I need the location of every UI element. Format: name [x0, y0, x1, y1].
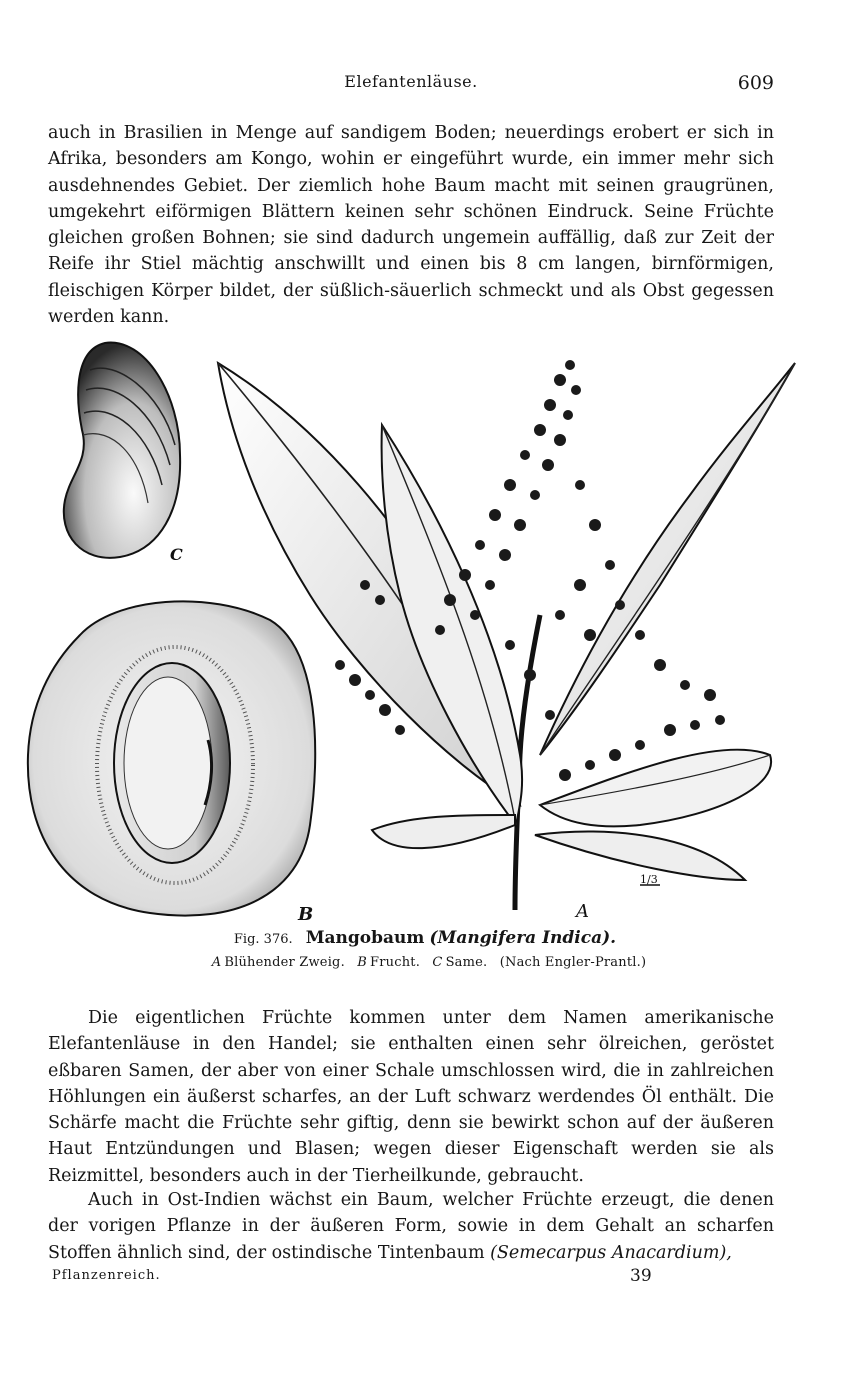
legend-text-b: Frucht.: [370, 955, 421, 970]
scale-mark: 1/3: [640, 873, 658, 886]
footer-signature: 39: [630, 1266, 652, 1286]
figure-legend: [0, 955, 850, 970]
page-footer: [52, 1268, 652, 1292]
mango-illustration: [20, 335, 810, 930]
paragraph-top: auch in Brasilien in Menge auf sandigem Boden; neuerdings erobert er sich in Afrika, besonders am Kongo, wohin er eingeführt wurde, ein immer mehr sich ausdehnendes Gebiet. Der ziemlich hohe Baum macht mit seinen graugrünen, umgekehrt eiförmigen Blättern keinen sehr schönen Eindruck. Seine Früchte gleichen großen Bohnen; sie sind dadurch ungemein auffällig, daß zur Zeit der Reife ihr Stiel mächtig anschwillt und einen bis 8 cm langen, birnförmigen, fleischigen Körper bildet, der süßlich-säuerlich schmeckt und als Obst gegessen werden kann.: [48, 123, 774, 328]
legend-text-c: Same.: [445, 955, 488, 970]
legend-source: (Nach Engler-Prantl.): [499, 955, 647, 970]
running-title: Elefantenläuse.: [344, 72, 478, 91]
running-head: [48, 72, 774, 98]
legend-text-a: Blühender Zweig.: [224, 955, 345, 970]
figure-label-c: C: [170, 545, 183, 564]
legend-key-a: A: [211, 955, 222, 970]
page-number: 609: [737, 72, 774, 94]
fruit-drawing-b: [28, 601, 315, 915]
figure-label-b: B: [298, 904, 314, 925]
caption-latin: (Mangifera Indica).: [429, 928, 617, 948]
paragraph-2-text: Auch in Ost-Indien wächst ein Baum, welcher Früchte erzeugt, die denen der vorigen Pflanze in der äußeren Form, sowie in dem Gehalt an scharfen Stoffen ähnlich sind, der ostindische Tintenbaum: [48, 1190, 774, 1263]
legend-key-c: C: [432, 955, 443, 970]
legend-key-b: B: [357, 955, 368, 970]
figure-label-a: A: [576, 901, 589, 922]
seed-drawing-c: [64, 343, 180, 558]
caption-number: Fig. 376.: [233, 932, 293, 947]
paragraph-1: [48, 1005, 774, 1189]
figure-caption: [0, 928, 850, 948]
footer-section-title: Pflanzenreich.: [52, 1268, 161, 1283]
caption-name: Mangobaum: [305, 928, 425, 948]
paragraph-2: [48, 1187, 774, 1266]
paragraph-1-text: Die eigentlichen Früchte kommen unter dem Namen amerikanische Elefantenläuse in den Handel; sie enthalten einen sehr ölreichen, geröstet eßbaren Samen, der aber von einer Schale umschlossen wird, die in zahlreichen Höhlungen ein äußerst scharfes, an der Luft schwarz werdendes Öl enthält. Die Schärfe macht die Früchte sehr giftig, denn sie bewirkt schon auf der äußeren Haut Entzündungen und Blasen; wegen dieser Eigenschaft werden sie als Reizmittel, besonders auch in der Tierheilkunde, gebraucht.: [48, 1008, 774, 1186]
paragraph-2-latin: (Semecarpus Anacardium),: [490, 1242, 732, 1263]
